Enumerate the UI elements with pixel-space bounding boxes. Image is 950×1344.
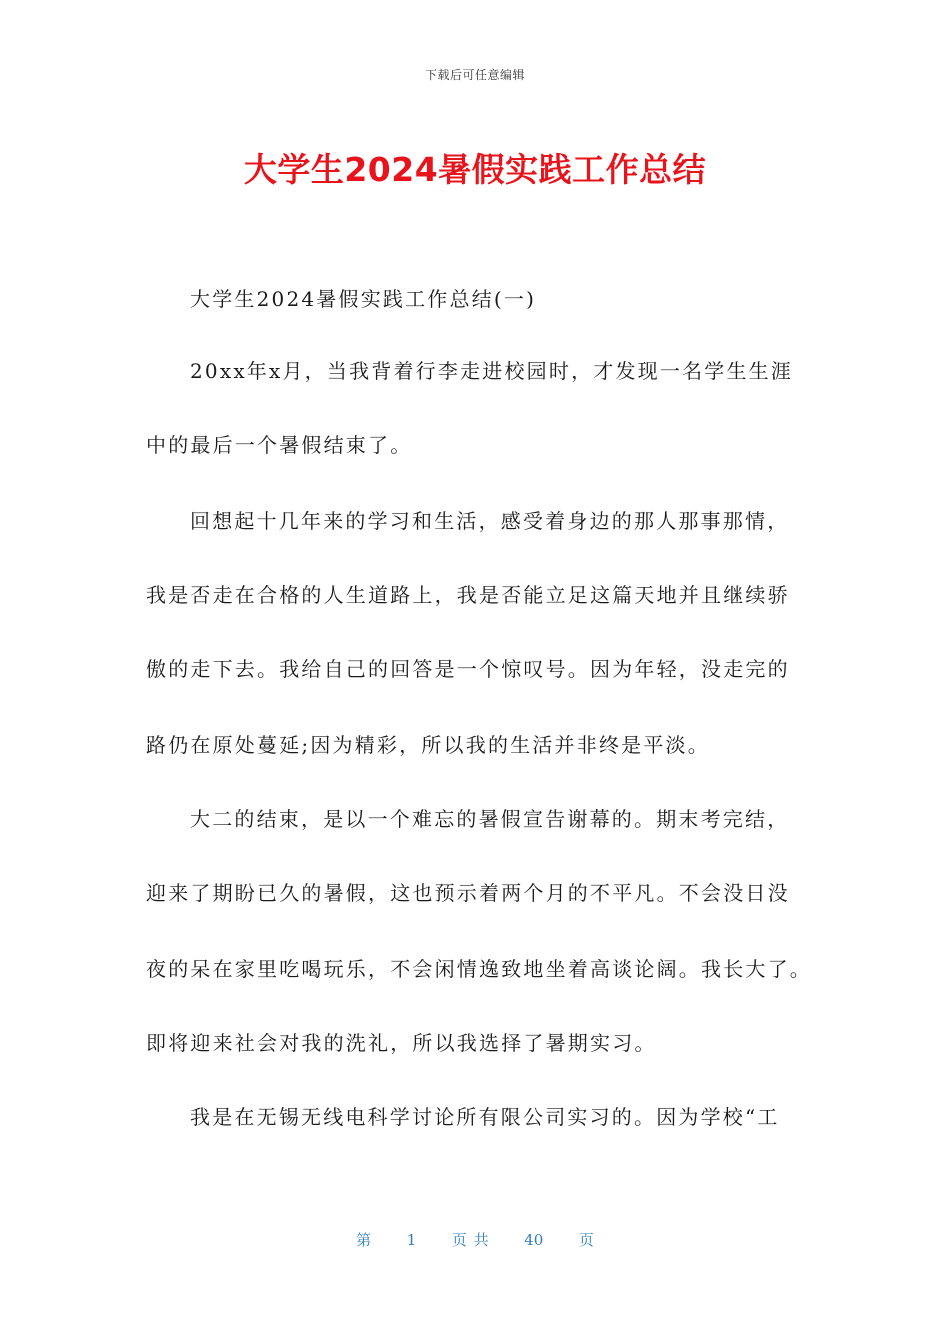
page-footer <box>0 1229 950 1250</box>
paragraph-line: 即将迎来社会对我的洗礼，所以我选择了暑期实习。 <box>146 1031 657 1055</box>
paragraph-line: 迎来了期盼已久的暑假，这也预示着两个月的不平凡。不会没日没 <box>146 881 790 905</box>
paragraph-line: 路仍在原处蔓延;因为精彩，所以我的生活并非终是平淡。 <box>146 733 710 757</box>
page-suffix: 页 <box>578 1231 594 1249</box>
paragraph-line: 20xx年x月，当我背着行李走进校园时，才发现一名学生生涯 <box>190 359 794 383</box>
document-title: 大学生2024暑假实践工作总结 <box>243 150 707 189</box>
total-pages: 40 <box>524 1231 544 1249</box>
page-number: 1 <box>406 1231 417 1249</box>
section-heading: 大学生2024暑假实践工作总结(一) <box>190 287 537 311</box>
paragraph-line: 夜的呆在家里吃喝玩乐，不会闲情逸致地坐着高谈论阔。我长大了。 <box>146 957 812 981</box>
page-middle: 页 共 <box>451 1231 489 1249</box>
paragraph-line: 我是在无锡无线电科学讨论所有限公司实习的。因为学校“工 <box>190 1105 780 1129</box>
paragraph-line: 傲的走下去。我给自己的回答是一个惊叹号。因为年轻，没走完的 <box>146 657 790 681</box>
paragraph-line: 回想起十几年来的学习和生活，感受着身边的那人那事那情， <box>190 509 790 533</box>
paragraph-line: 我是否走在合格的人生道路上，我是否能立足这篇天地并且继续骄 <box>146 583 790 607</box>
page-prefix: 第 <box>356 1231 372 1249</box>
paragraph-line: 大二的结束，是以一个难忘的暑假宣告谢幕的。期末考完结， <box>190 807 790 831</box>
header-note: 下载后可任意编辑 <box>424 68 525 82</box>
paragraph-line: 中的最后一个暑假结束了。 <box>146 433 413 457</box>
